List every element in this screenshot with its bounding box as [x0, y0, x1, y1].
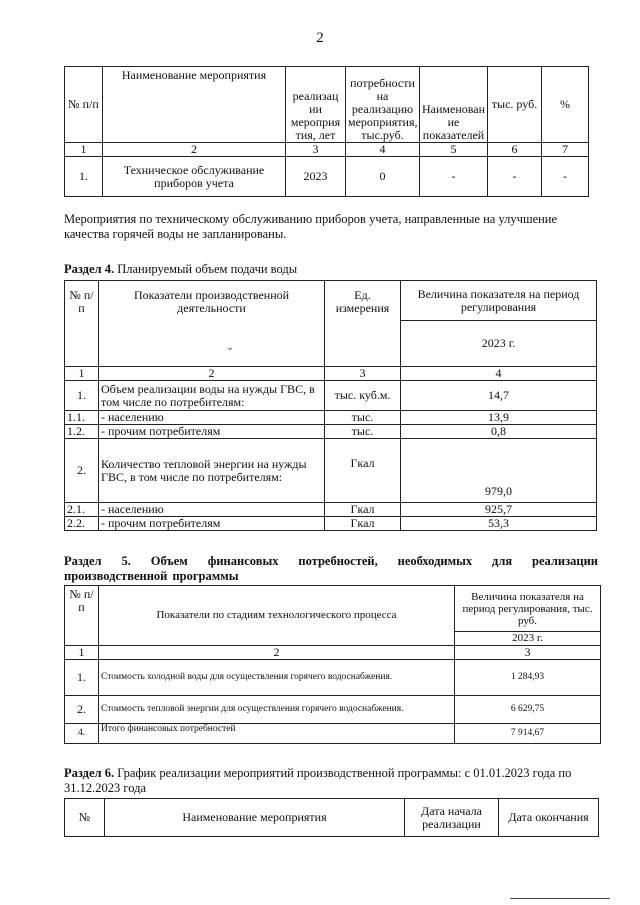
indicator-value: 0,8 — [401, 425, 597, 439]
section-6-title: График реализации мероприятий производственной программы: с 01.01.2023 года по 31.12.2023 года — [64, 766, 572, 795]
indicator-value: 925,7 — [401, 503, 597, 517]
row-number: 2.2. — [65, 517, 99, 531]
col-start-header: Дата начала реализации — [405, 799, 499, 837]
index-cell: 4 — [346, 143, 420, 157]
finance-item-name: Стоимость холодной воды для осуществления горячего водоснабжения. — [99, 660, 455, 696]
index-cell: 1 — [65, 143, 103, 157]
col-period-header: реализац ии мероприя тия, лет — [286, 67, 346, 143]
finance-item-name: Стоимость тепловой энергии для осуществления горячего водоснабжения. — [99, 696, 455, 724]
indicator-unit: тыс. куб.м. — [325, 381, 401, 411]
indicator-value: 979,0 — [401, 439, 597, 503]
measure-year: 2023 — [286, 157, 346, 197]
index-cell: 5 — [420, 143, 488, 157]
row-number: 1.1. — [65, 411, 99, 425]
row-number: 2. — [65, 696, 99, 724]
col-name-header: Наименование мероприятия — [103, 67, 286, 143]
indicator-unit: тыс. — [325, 411, 401, 425]
index-cell: 3 — [455, 646, 601, 660]
row-number: 1. — [65, 157, 103, 197]
indicator-name: Объем реализации воды на нужды ГВС, в том числе по потребителям: — [99, 381, 325, 411]
indicator-name: - населению — [99, 503, 325, 517]
section-6-heading — [64, 766, 598, 796]
index-cell: 3 — [325, 367, 401, 381]
col-need-header: потребности на реализацию мероприятия, тыс.руб. — [346, 67, 420, 143]
finance-table — [64, 585, 601, 744]
section-6-label: Раздел 6. — [64, 766, 115, 780]
col-unit-header: Ед. измерения — [325, 281, 401, 367]
indicator-value: 14,7 — [401, 381, 597, 411]
indicator-value: 53,3 — [401, 517, 597, 531]
col-end-header: Дата окончания — [499, 799, 599, 837]
measure-c7: - — [542, 157, 589, 197]
row-number: 1. — [65, 660, 99, 696]
col-year-header: 2023 г. — [455, 632, 601, 646]
section-4-heading — [64, 262, 594, 277]
page-number: 2 — [316, 30, 324, 46]
col-num-header: № п/п — [65, 281, 99, 367]
col-value-header: Величина показателя на период регулирования, тыс. руб. — [455, 586, 601, 632]
indicator-unit: тыс. — [325, 425, 401, 439]
measure-c5: - — [420, 157, 488, 197]
indicator-unit: Гкал — [325, 503, 401, 517]
indicator-value: 13,9 — [401, 411, 597, 425]
col-num-header: № — [65, 799, 105, 837]
measure-c6: - — [488, 157, 542, 197]
schedule-table — [64, 798, 599, 837]
measure-name: Техническое обслуживание приборов учета — [103, 157, 286, 197]
index-cell: 2 — [103, 143, 286, 157]
index-cell: 1 — [65, 367, 99, 381]
index-cell: 7 — [542, 143, 589, 157]
paragraph-no-measures: Мероприятия по техническому обслуживанию приборов учета, направленные на улучшение качества горячей воды не запланированы. — [64, 212, 558, 241]
measure-need: 0 — [346, 157, 420, 197]
index-cell: 1 — [65, 646, 99, 660]
col-num-header: № п/п — [65, 67, 103, 143]
col-pct-header: % — [542, 67, 589, 143]
col-value-header: Величина показателя на период регулирования — [401, 281, 597, 321]
col-year-header: 2023 г. — [401, 321, 597, 367]
row-number: 4. — [65, 724, 99, 744]
finance-item-value: 7 914,67 — [455, 724, 601, 744]
indicator-unit: Гкал — [325, 517, 401, 531]
index-cell: 4 — [401, 367, 597, 381]
indicator-unit: Гкал — [325, 439, 401, 503]
row-number: 1. — [65, 381, 99, 411]
scan-mark: ⌄ — [226, 342, 235, 353]
col-indicator-header: Наименован ие показателей — [420, 67, 488, 143]
index-cell: 6 — [488, 143, 542, 157]
row-number: 2. — [65, 439, 99, 503]
water-supply-table — [64, 280, 597, 531]
col-unit-header: тыс. руб. — [488, 67, 542, 143]
section-4-label: Раздел 4. — [64, 262, 115, 276]
section-5-heading: Раздел 5. Объем финансовых потребностей, необходимых для реализации производственной программы — [64, 554, 598, 583]
finance-item-value: 1 284,93 — [455, 660, 601, 696]
col-name-header: Показатели по стадиям технологического процесса — [99, 586, 455, 646]
col-name-header: Наименование мероприятия — [105, 799, 405, 837]
col-num-header: № п/п — [65, 586, 99, 646]
section-4-title: Планируемый объем подачи воды — [117, 262, 298, 276]
finance-item-name: Итого финансовых потребностей — [99, 724, 455, 744]
col-name-header: Показатели производственной деятельности — [99, 281, 325, 367]
measures-table — [64, 66, 589, 197]
finance-item-value: 6 629,75 — [455, 696, 601, 724]
indicator-name: - населению — [99, 411, 325, 425]
index-cell: 3 — [286, 143, 346, 157]
row-number: 1.2. — [65, 425, 99, 439]
row-number: 2.1. — [65, 503, 99, 517]
index-cell: 2 — [99, 646, 455, 660]
footer-line — [510, 898, 610, 899]
indicator-name: Количество тепловой энергии на нужды ГВС, в том числе по потребителям: — [99, 439, 325, 503]
indicator-name: - прочим потребителям — [99, 425, 325, 439]
index-cell: 2 — [99, 367, 325, 381]
indicator-name: - прочим потребителям — [99, 517, 325, 531]
